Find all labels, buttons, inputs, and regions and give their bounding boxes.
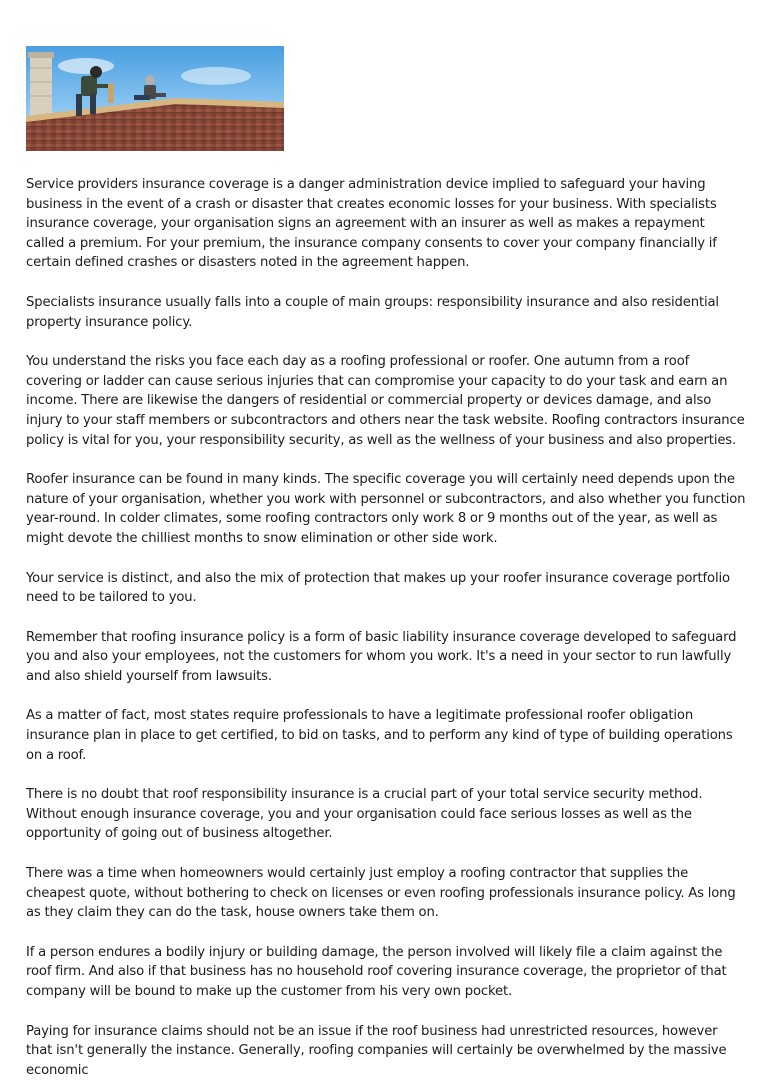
roofers-photo xyxy=(26,46,284,151)
paragraph: There is no doubt that roof responsibility insurance is a crucial part of your total service security method. Without enough insurance coverage, you and your organisation could face serious losses as well as the opportunity of going out of business altogether. xyxy=(26,787,703,842)
paragraph: You understand the risks you face each day as a roofing professional or roofer. One autumn from a roof covering or ladder can cause serious injuries that can compromise your capacity to do your task and earn an income. There are likewise the dangers of residential or commercial property or devices damage, and also injury to your staff members or subcontractors and others near the task website. Roofing contractors insurance policy is vital for you, your responsibility security, as well as the wellness of your business and also properties. xyxy=(26,354,745,448)
paragraph: Remember that roofing insurance policy is a form of basic liability insurance coverage developed to safeguard you and also your employees, not the customers for whom you work. It's a need in your sector to run lawfully and also shield yourself from lawsuits. xyxy=(26,629,737,684)
paragraph: If a person endures a bodily injury or building damage, the person involved will likely file a claim against the roof firm. And also if that business has no household roof covering insurance coverage, the proprietor of that company will be bound to make up the customer from his very own pocket. xyxy=(26,944,727,999)
paragraph: Paying for insurance claims should not be an issue if the roof business had unrestricted resources, however that isn't generally the instance. Generally, roofing companies will certainly be overwhelmed by the massive economic xyxy=(26,1023,727,1078)
paragraph: As a matter of fact, most states require professionals to have a legitimate professional roofer obligation insurance plan in place to get certified, to bid on tasks, and to perform any kind of type of building operations on a roof. xyxy=(26,708,733,763)
paragraph: Roofer insurance can be found in many kinds. The specific coverage you will certainly need depends upon the nature of your organisation, whether you work with personnel or subcontractors, and also whether you function year-round. In colder climates, some roofing contractors only work 8 or 9 months out of the year, as well as might devote the chilliest months to snow elimination or other side work. xyxy=(26,472,746,546)
paragraph: Service providers insurance coverage is a danger administration device implied to safeguard your having business in the event of a crash or disaster that creates economic losses for your business. With specialists insurance coverage, your organisation signs an agreement with an insurer as well as makes a repayment called a premium. For your premium, the insurance company consents to cover your company financially if certain defined crashes or disasters noted in the agreement happen. xyxy=(26,177,717,271)
article-body xyxy=(26,175,746,1087)
paragraph: There was a time when homeowners would certainly just employ a roofing contractor that supplies the cheapest quote, without bothering to check on licenses or even roofing professionals insurance policy. As long as they claim they can do the task, house owners take them on. xyxy=(26,866,736,921)
paragraph: Your service is distinct, and also the mix of protection that makes up your roofer insurance coverage portfolio need to be tailored to you. xyxy=(26,570,730,606)
paragraph: Specialists insurance usually falls into a couple of main groups: responsibility insurance and also residential property insurance policy. xyxy=(26,294,719,330)
roofers-on-roof-photo-icon xyxy=(26,46,284,151)
